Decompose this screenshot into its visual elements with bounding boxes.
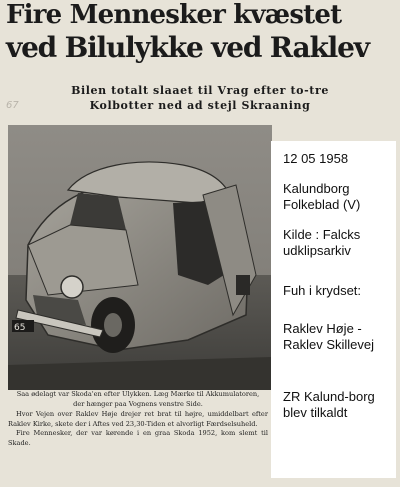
note-zr: ZR Kalund-borg blev tilkaldt [283,389,375,421]
note-place: Raklev Høje - Raklev Skillevej [283,321,375,353]
photo-caption-line-2: der hænger paa Vognens venstre Side. [73,399,203,408]
license-plate-text: 65 [14,323,26,333]
note-date: 12 05 1958 [283,151,349,166]
subheadline-line-1: Bilen totalt slaaet til Vrag efter to-tre [71,84,329,97]
article-paragraph-1: Hvor Vejen over Raklev Høje drejer ret brat til højre, umiddelbart efter Raklev Kirke, skete der i Aftes ved 23,30-Tiden et alvorligt Færdselsuheld. [8,410,268,428]
article-paragraph-2: Fire Mennesker, der var kørende i en graa Skoda 1952, kom slemt til Skade. [8,429,268,447]
subheadline-line-2: Kolbotter ned ad stejl Skraaning [89,98,311,112]
note-fuh: Fuh i krydset: [283,283,362,298]
headline-line-1: Fire Mennesker kvæstet [6,0,342,30]
accident-photo [8,125,272,390]
note-kilde: Kilde : Falcks udklipsarkiv [283,227,361,259]
wrecked-car-image [8,125,272,390]
headline [6,2,398,62]
archive-note [271,141,396,478]
article-text [8,390,268,448]
photo-caption [8,390,268,409]
headline-line-2: ved Bilulykke ved Raklev [6,31,369,64]
note-source: Kalundborg Folkeblad (V) [283,181,361,213]
subheadline [30,84,370,114]
pencil-mark: 67 [6,100,19,111]
photo-caption-line-1: Saa ødelagt var Skoda'en efter Ulykken. Læg Mærke til Akkumulatoren, [16,390,260,398]
